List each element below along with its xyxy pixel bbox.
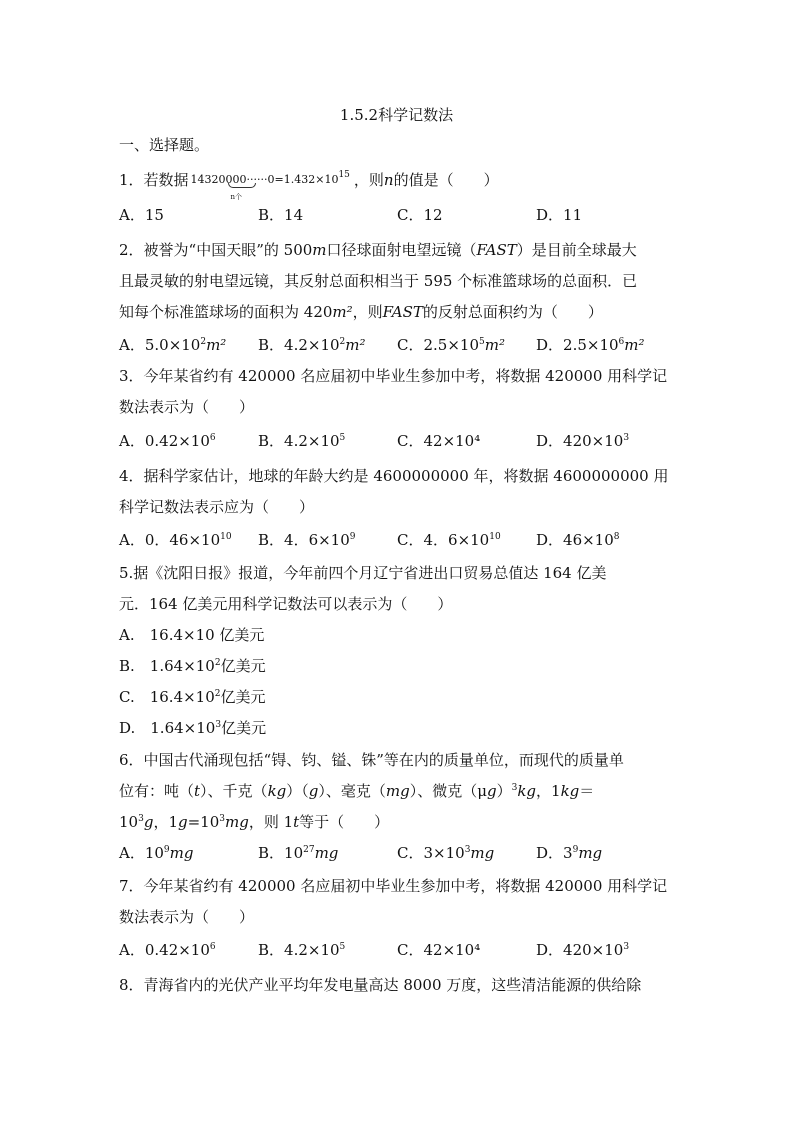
- option-b[interactable]: [258, 843, 338, 863]
- option-text: C．42×10⁴: [397, 941, 481, 959]
- exponent: 5: [339, 942, 346, 952]
- question-4-line-1: 4．据科学家估计，地球的年龄大约是 4600000000 年，将数据 4600000000 用: [119, 467, 669, 485]
- option-d[interactable]: [536, 335, 645, 355]
- option-text: C．4．6×10: [397, 531, 490, 549]
- exponent: 3: [219, 814, 225, 824]
- unit: kg: [267, 782, 287, 800]
- exponent: 6: [209, 433, 216, 443]
- question-5-option-a[interactable]: [119, 625, 264, 645]
- question-4-line-2: 科学记数法表示应为（ ）: [119, 498, 315, 516]
- unit: mg: [470, 844, 495, 862]
- option-text: D．3: [536, 844, 573, 862]
- question-5-line-1: 5.据《沈阳日报》报道，今年前四个月辽宁省进出口贸易总值达 164 亿美: [119, 564, 607, 582]
- option-b[interactable]: B．14: [258, 206, 304, 224]
- option-a[interactable]: A．15: [119, 206, 164, 224]
- option-text: B．10: [258, 844, 304, 862]
- unit: g: [486, 782, 497, 800]
- question-6-line-1: 6．中国古代涌现包括“锝、钧、镒、铢”等在内的质量单位，而现代的质量单: [119, 751, 624, 769]
- exponent: 27: [303, 845, 315, 855]
- option-b[interactable]: [258, 530, 356, 550]
- question-7-options: [119, 940, 679, 960]
- exponent: 8: [613, 532, 620, 542]
- exponent: 5: [339, 433, 346, 443]
- exponent: 2: [339, 337, 346, 347]
- option-text: D．2.5×10: [536, 336, 619, 354]
- question-5-option-d[interactable]: [119, 718, 266, 738]
- exponent: 9: [163, 845, 170, 855]
- unit: mg: [314, 844, 339, 862]
- fast-label: FAST: [476, 241, 517, 259]
- option-text: A. 16.4×10 亿美元: [119, 626, 265, 644]
- unit: t: [194, 782, 201, 800]
- option-c[interactable]: [397, 940, 480, 960]
- text: ）、毫克（: [318, 782, 386, 800]
- question-2-line-2: 且最灵敏的射电望远镜，其反射总面积相当于 595 个标准篮球场的总面积．已: [119, 272, 638, 290]
- exponent: 6: [209, 942, 216, 952]
- option-text: A．0.42×10: [119, 432, 210, 450]
- formula-right: =1.432×10: [274, 173, 339, 186]
- unit: kg: [560, 782, 580, 800]
- option-text: B．4.2×10: [258, 336, 340, 354]
- option-a[interactable]: [119, 940, 216, 960]
- question-3-options: [119, 431, 679, 451]
- question-5-option-c[interactable]: [119, 687, 266, 707]
- option-a[interactable]: [119, 530, 232, 550]
- exponent: 10: [220, 532, 232, 542]
- question-7-line-1: 7．今年某省约有 420000 名应届初中毕业生参加中考，将数据 420000 用科学记: [119, 877, 668, 895]
- exponent: 3: [623, 433, 630, 443]
- option-text: B．4．6×10: [258, 531, 350, 549]
- option-d[interactable]: [536, 530, 620, 550]
- option-text: A．5.0×10: [119, 336, 201, 354]
- question-2-line-1: [119, 240, 637, 260]
- option-text: A．0.42×10: [119, 941, 210, 959]
- question-3-line-2: 数法表示为（ ）: [119, 398, 255, 416]
- option-text: B. 1.64×10: [119, 657, 215, 675]
- question-3-line-1: 3．今年某省约有 420000 名应届初中毕业生参加中考，将数据 420000 用科学记: [119, 367, 668, 385]
- question-1-options: [119, 205, 679, 225]
- option-c[interactable]: [397, 530, 501, 550]
- unit: m²: [206, 336, 227, 354]
- question-8-line-1: 8．青海省内的光伏产业平均年发电量高达 8000 万度，这些清洁能源的供给除: [119, 976, 642, 994]
- exponent: 3: [464, 845, 471, 855]
- exponent: 6: [618, 337, 625, 347]
- option-c[interactable]: C．12: [397, 206, 443, 224]
- exponent: 2: [214, 689, 221, 699]
- exponent: 3: [623, 942, 630, 952]
- formula-exponent: 15: [338, 170, 350, 180]
- unit: mg: [385, 782, 410, 800]
- variable-n: n: [383, 171, 394, 189]
- option-b[interactable]: [258, 335, 366, 355]
- question-2-options: [119, 335, 679, 355]
- unit: g: [143, 813, 154, 831]
- unit-m: m: [312, 241, 327, 259]
- question-6-line-2: [119, 781, 594, 801]
- exponent: 10: [489, 532, 501, 542]
- option-text: C．42×10⁴: [397, 432, 481, 450]
- text: ，则: [352, 303, 383, 321]
- exponent: 9: [572, 845, 579, 855]
- unit: g: [308, 782, 319, 800]
- option-d[interactable]: [536, 940, 629, 960]
- unit: mg: [169, 844, 194, 862]
- option-c[interactable]: [397, 431, 480, 451]
- text: 2．被誉为“中国天眼”的 500: [119, 241, 313, 259]
- question-1: [119, 170, 499, 201]
- option-tail: 亿美元: [220, 657, 266, 675]
- question-2-line-3: [119, 302, 603, 322]
- question-6-options: [119, 843, 679, 863]
- exponent: 2: [214, 658, 221, 668]
- option-text: B．4.2×10: [258, 432, 340, 450]
- text: ，1: [153, 813, 178, 831]
- unit-m2: m²: [332, 303, 353, 321]
- unit: kg: [517, 782, 537, 800]
- option-tail: 亿美元: [220, 688, 266, 706]
- section-heading: 一、选择题。: [119, 136, 210, 154]
- exponent: 3: [215, 720, 222, 730]
- question-1-formula: [190, 170, 350, 201]
- unit: m²: [484, 336, 505, 354]
- question-1-suffix-a: ，则: [353, 171, 384, 189]
- option-d[interactable]: [536, 431, 629, 451]
- option-b[interactable]: [258, 431, 345, 451]
- option-a[interactable]: [119, 335, 226, 355]
- exponent: 5: [479, 337, 485, 347]
- text: ＝: [579, 782, 595, 800]
- option-a[interactable]: [119, 843, 193, 863]
- text: 知每个标准篮球场的面积为 420: [119, 303, 333, 321]
- unit: g: [177, 813, 188, 831]
- question-6-line-3: [119, 812, 389, 832]
- unit: mg: [578, 844, 603, 862]
- option-b[interactable]: [258, 940, 345, 960]
- option-c[interactable]: [397, 843, 494, 863]
- question-1-suffix-b: 的值是（ ）: [393, 171, 499, 189]
- text: =10: [187, 813, 220, 831]
- option-text: A．0．46×10: [119, 531, 221, 549]
- unit: t: [293, 813, 300, 831]
- question-5-option-b[interactable]: [119, 656, 266, 676]
- exponent: 2: [200, 337, 207, 347]
- option-a[interactable]: [119, 431, 216, 451]
- text: 等于（ ）: [299, 813, 390, 831]
- option-text: C．3×10: [397, 844, 465, 862]
- option-text: D. 1.64×10: [119, 719, 216, 737]
- fast-label: FAST: [382, 303, 423, 321]
- exponent: 3: [511, 783, 518, 793]
- question-4-options: [119, 530, 679, 550]
- text: ）、千克（: [200, 782, 268, 800]
- formula-left: 14320000······0: [190, 173, 275, 186]
- exponent: 3: [138, 814, 144, 824]
- question-7-line-2: 数法表示为（ ）: [119, 908, 255, 926]
- option-text: D．420×10: [536, 432, 624, 450]
- unit: m²: [624, 336, 645, 354]
- text: ，1: [536, 782, 561, 800]
- text: ）是目前全球最大: [516, 241, 637, 259]
- text: ，则 1: [248, 813, 294, 831]
- unit: mg: [224, 813, 249, 831]
- question-1-prefix: 1．若数据: [119, 171, 189, 189]
- option-text: C. 16.4×10: [119, 688, 215, 706]
- question-5-line-2: 元．164 亿美元用科学记数法可以表示为（ ）: [119, 595, 453, 613]
- option-c[interactable]: [397, 335, 505, 355]
- underbrace-label: n个: [230, 193, 243, 201]
- option-text: D．420×10: [536, 941, 624, 959]
- text: ）（: [286, 782, 309, 800]
- option-tail: 亿美元: [221, 719, 267, 737]
- text: 口径球面射电望远镜（: [326, 241, 477, 259]
- text: 的反射总面积约为（ ）: [422, 303, 603, 321]
- text: ）、微克（μ: [409, 782, 487, 800]
- option-text: D．46×10: [536, 531, 614, 549]
- option-d[interactable]: [536, 843, 602, 863]
- unit: m²: [345, 336, 366, 354]
- option-text: C．2.5×10: [397, 336, 479, 354]
- option-text: A．10: [119, 844, 164, 862]
- page-title: 1.5.2科学记数法: [339, 106, 454, 124]
- option-text: B．4.2×10: [258, 941, 340, 959]
- text: ）: [496, 782, 512, 800]
- option-d[interactable]: D．11: [536, 206, 583, 224]
- text: 10: [119, 813, 139, 831]
- exponent: 9: [349, 532, 356, 542]
- text: 位有：吨（: [119, 782, 195, 800]
